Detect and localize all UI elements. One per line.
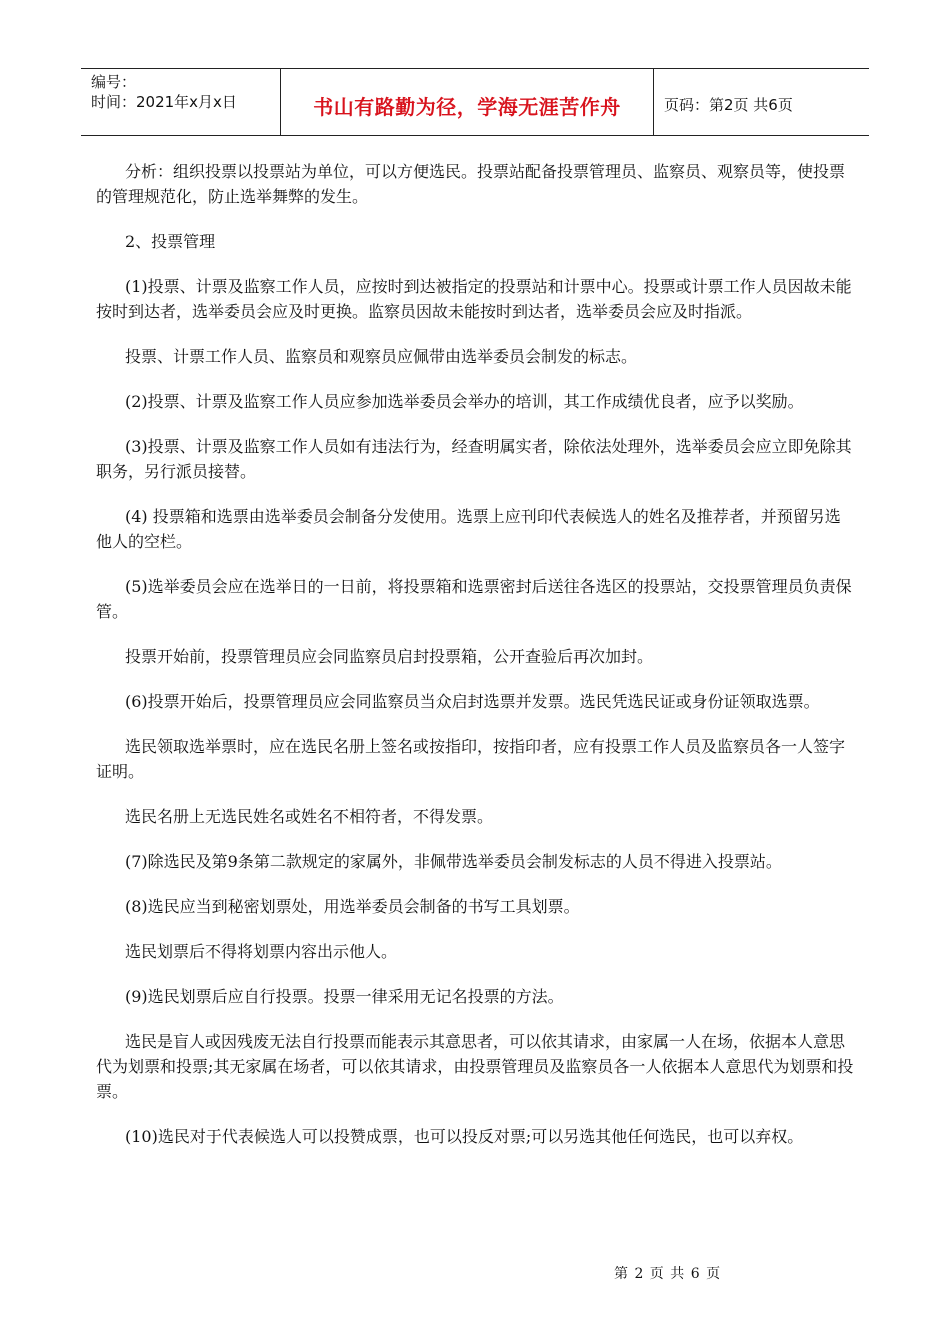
paragraph: 分析：组织投票以投票站为单位，可以方便选民。投票站配备投票管理员、监察员、观察员等，使投票的管理规范化，防止选举舞弊的发生。 xyxy=(96,162,846,206)
header-motto: 书山有路勤为径，学海无涯苦作舟 xyxy=(313,94,621,119)
paragraph: 选民名册上无选民姓名或姓名不相符者，不得发票。 xyxy=(125,807,494,826)
paragraph: 投票、计票工作人员、监察员和观察员应佩带由选举委员会制发的标志。 xyxy=(125,347,638,366)
paragraph: (3)投票、计票及监察工作人员如有违法行为，经查明属实者，除依法处理外，选举委员会应立即免除其职务，另行派员接替。 xyxy=(96,437,852,481)
paragraph: 选民领取选举票时，应在选民名册上签名或按指印，按指印者，应有投票工作人员及监察员各一人签字证明。 xyxy=(96,737,846,781)
paragraph: (6)投票开始后，投票管理员应会同监察员当众启封选票并发票。选民凭选民证或身份证领取选票。 xyxy=(125,692,820,711)
paragraph: (1)投票、计票及监察工作人员，应按时到达被指定的投票站和计票中心。投票或计票工作人员因故未能按时到达者，选举委员会应及时更换。监察员因故未能按时到达者，选举委员会应及时指派。 xyxy=(96,277,852,321)
document-body xyxy=(96,159,856,1149)
page-footer: 第 2 页 共 6 页 xyxy=(614,1266,722,1282)
header-motto-cell xyxy=(281,69,654,135)
document-time-label: 时间：2021年x月x日 xyxy=(91,93,237,111)
header-meta xyxy=(81,69,281,135)
paragraph: (7)除选民及第9条第二款规定的家属外，非佩带选举委员会制发标志的人员不得进入投票站。 xyxy=(125,852,782,871)
document-number-label: 编号： xyxy=(91,73,137,91)
paragraph: (5)选举委员会应在选举日的一日前，将投票箱和选票密封后送往各选区的投票站，交投票管理员负责保管。 xyxy=(96,577,852,621)
section-heading: 2、投票管理 xyxy=(125,232,216,251)
paragraph: (2)投票、计票及监察工作人员应参加选举委员会举办的培训，其工作成绩优良者，应予以奖励。 xyxy=(125,392,804,411)
paragraph: (9)选民划票后应自行投票。投票一律采用无记名投票的方法。 xyxy=(125,987,564,1006)
paragraph: 投票开始前，投票管理员应会同监察员启封投票箱，公开查验后再次加封。 xyxy=(125,647,654,666)
page-header xyxy=(81,68,869,136)
paragraph: 选民是盲人或因残废无法自行投票而能表示其意思者，可以依其请求，由家属一人在场，依据本人意思代为划票和投票;其无家属在场者，可以依其请求，由投票管理员及监察员各一人依据本人意思代为划票和投票。 xyxy=(96,1032,854,1101)
paragraph: (8)选民应当到秘密划票处，用选举委员会制备的书写工具划票。 xyxy=(125,897,580,916)
paragraph: 选民划票后不得将划票内容出示他人。 xyxy=(125,942,398,961)
paragraph: (10)选民对于代表候选人可以投赞成票，也可以投反对票;可以另选其他任何选民，也可以弃权。 xyxy=(125,1127,804,1146)
paragraph: (4) 投票箱和选票由选举委员会制备分发使用。选票上应刊印代表候选人的姓名及推荐者，并预留另选他人的空栏。 xyxy=(96,507,841,551)
header-page-info: 页码：第2页 共6页 xyxy=(664,95,793,114)
